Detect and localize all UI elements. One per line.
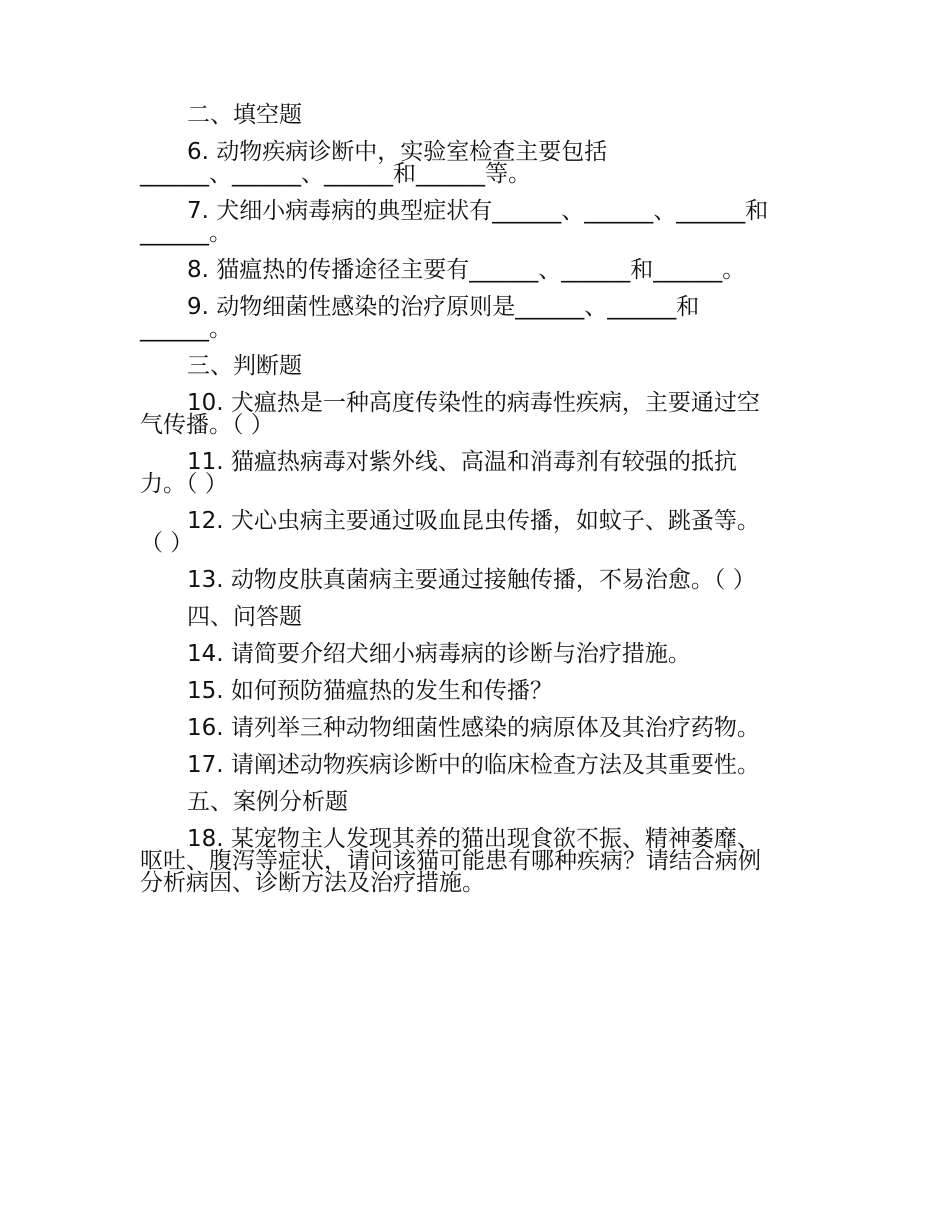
question-9-line-1: 9. 动物细菌性感染的治疗原则是______、______和 (187, 294, 700, 320)
question-11 (140, 451, 820, 496)
question-9 (140, 296, 820, 341)
section-heading-qa: 四、问答题 (187, 604, 302, 630)
question-11-line-2: 力。（ ） (140, 471, 228, 497)
question-6-line-2: ______、______、______和______等。 (140, 161, 531, 187)
question-17 (140, 754, 820, 777)
question-18-line-3: 分析病因、诊断方法及治疗措施。 (140, 870, 485, 896)
question-16-line-1: 16. 请列举三种动物细菌性感染的病原体及其治疗药物。 (187, 715, 760, 741)
question-7-line-1: 7. 犬细小病毒病的典型症状有______、______、______和 (187, 198, 769, 224)
question-6-line-1: 6. 动物疾病诊断中，实验室检查主要包括 (187, 139, 608, 165)
question-14-line-1: 14. 请简要介绍犬细小病毒病的诊断与治疗措施。 (187, 641, 691, 667)
question-18-line-1: 18. 某宠物主人发现其养的猫出现食欲不振、精神萎靡、 (187, 826, 760, 852)
question-12-line-2: （ ） (140, 530, 194, 556)
question-8 (140, 259, 820, 282)
question-10 (140, 392, 820, 437)
question-6 (140, 141, 820, 186)
question-10-line-1: 10. 犬瘟热是一种高度传染性的病毒性疾病，主要通过空 (187, 390, 760, 416)
question-13-line-1: 13. 动物皮肤真菌病主要通过接触传播，不易治愈。（ ） (187, 567, 756, 593)
question-18-line-2: 呕吐、腹泻等症状，请问该猫可能患有哪种疾病？请结合病例 (140, 848, 761, 874)
question-15-line-1: 15. 如何预防猫瘟热的发生和传播？ (187, 678, 553, 704)
section-heading-case: 五、案例分析题 (187, 789, 348, 815)
question-13 (140, 569, 820, 592)
question-12-line-1: 12. 犬心虫病主要通过吸血昆虫传播，如蚊子、跳蚤等。 (187, 508, 760, 534)
question-8-line-1: 8. 猫瘟热的传播途径主要有______、______和______。 (187, 257, 746, 283)
question-7-line-2: ______。 (140, 220, 232, 246)
question-14 (140, 643, 820, 666)
section-heading-fill-blank: 二、填空题 (187, 102, 302, 128)
question-10-line-2: 气传播。（ ） (140, 412, 274, 438)
exam-content (140, 104, 820, 909)
question-7 (140, 200, 820, 245)
question-11-line-1: 11. 猫瘟热病毒对紫外线、高温和消毒剂有较强的抵抗 (187, 449, 737, 475)
question-17-line-1: 17. 请阐述动物疾病诊断中的临床检查方法及其重要性。 (187, 752, 760, 778)
section-heading-true-false: 三、判断题 (187, 353, 302, 379)
question-9-line-2: ______。 (140, 316, 232, 342)
question-16 (140, 717, 820, 740)
question-18 (140, 828, 820, 895)
question-12 (140, 510, 820, 555)
question-15 (140, 680, 820, 703)
